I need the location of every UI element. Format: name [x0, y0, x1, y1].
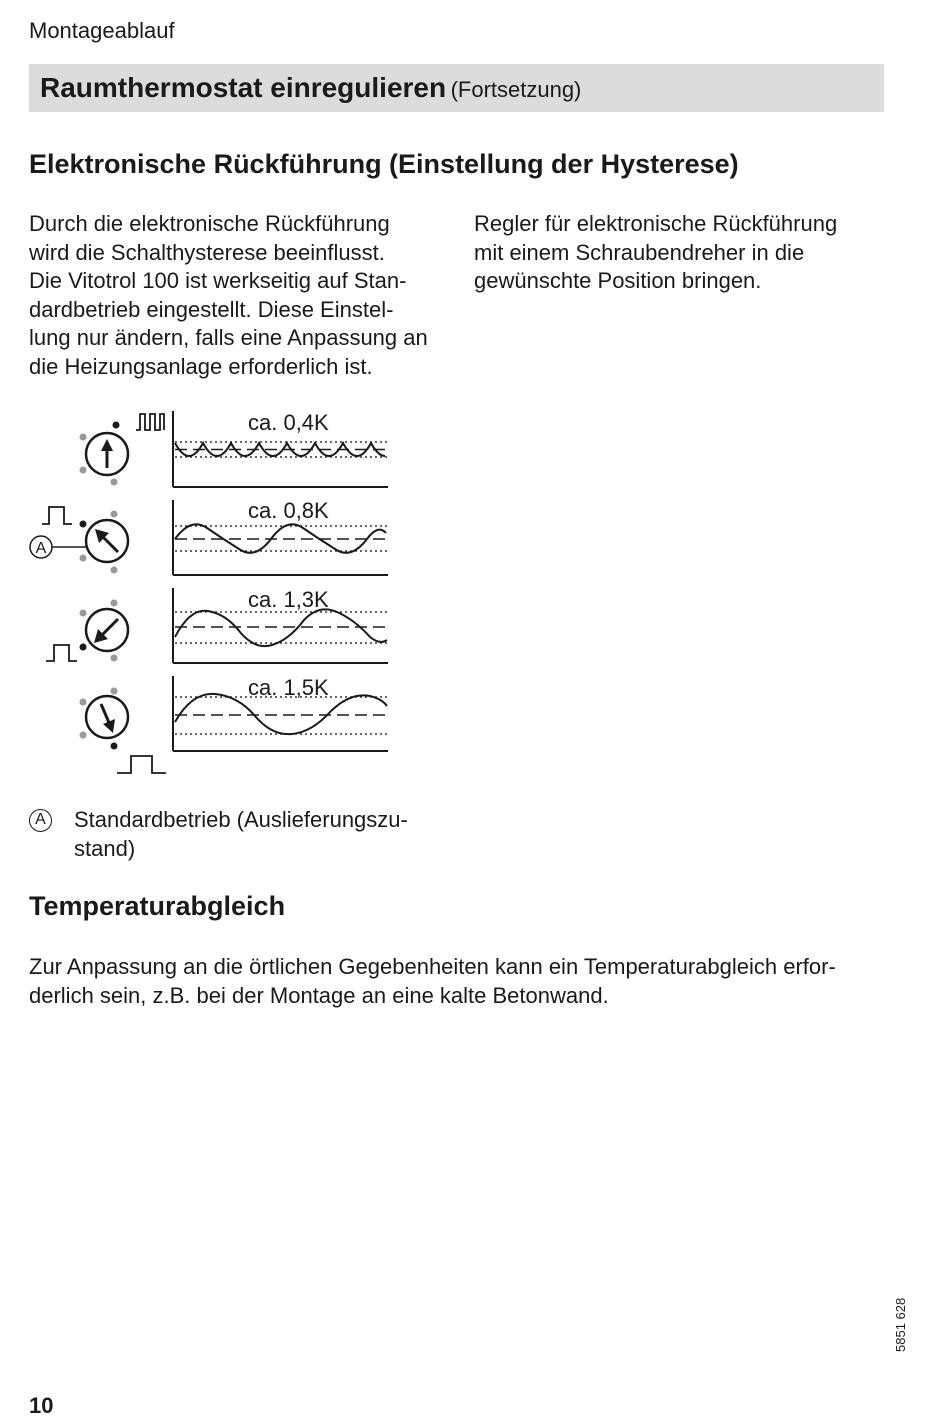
- sine-wave: [175, 524, 386, 552]
- text-line: derlich sein, z.B. bei der Montage an eine kalte Betonwand.: [29, 982, 609, 1008]
- hysteresis-label: ca. 0,4K: [248, 410, 329, 435]
- dial-icon: [80, 688, 129, 750]
- dial-icon: [80, 511, 129, 574]
- dial-icon: [80, 422, 129, 486]
- text-line: stand): [74, 835, 136, 861]
- pulse-icon: [46, 645, 77, 661]
- hysteresis-label: ca. 1,5K: [248, 675, 329, 700]
- setting-row-2: [30, 498, 388, 575]
- instruction-paragraph: [474, 210, 894, 296]
- marker-a: [30, 536, 87, 558]
- sine-wave: [175, 443, 385, 456]
- dial-icon: [80, 600, 129, 662]
- page-title-suffix: (Fortsetzung): [450, 77, 582, 102]
- heading-electronic-feedback: Elektronische Rückführung (Einstellung der Hysterese): [29, 149, 739, 179]
- text-line: die Heizungsanlage erforderlich ist.: [29, 353, 373, 379]
- legend-badge: A: [29, 809, 52, 832]
- text-line: lung nur ändern, falls eine Anpassung an: [29, 325, 428, 350]
- text-line: Zur Anpassung an die örtlichen Gegebenheiten kann ein Temperaturabgleich erfor-: [29, 954, 836, 979]
- hysteresis-diagram: [0, 400, 420, 785]
- text-line: Die Vitotrol 100 ist werkseitig auf Stan-: [29, 268, 407, 293]
- setting-row-3: [46, 587, 388, 663]
- legend-text: [74, 806, 454, 863]
- title-bar: [29, 64, 884, 112]
- text-line: dardbetrieb eingestellt. Diese Einstel-: [29, 296, 394, 322]
- text-line: Durch die elektronische Rückführung: [29, 211, 390, 236]
- marker-a-label: A: [35, 540, 47, 557]
- setting-row-4: [80, 675, 389, 773]
- document-number: 5851 628: [893, 1297, 908, 1352]
- setting-row-1: [80, 410, 389, 487]
- heading-temperature-calibration: Temperaturabgleich: [29, 891, 286, 921]
- text-line: mit einem Schraubendreher in die: [474, 239, 805, 265]
- calibration-paragraph: [29, 953, 899, 1010]
- text-line: Standardbetrieb (Auslieferungszu-: [74, 807, 408, 832]
- text-line: Regler für elektronische Rückführung: [474, 211, 838, 236]
- pulse-icon: [117, 756, 166, 773]
- hysteresis-label: ca. 1,3K: [248, 587, 329, 612]
- text-line: wird die Schalthysterese beeinflusst.: [29, 239, 385, 265]
- hysteresis-label: ca. 0,8K: [248, 498, 329, 523]
- page-number: 10: [29, 1393, 54, 1418]
- intro-paragraph: [29, 210, 459, 381]
- section-label: Montageablauf: [29, 18, 175, 43]
- pulse-icon: [136, 414, 164, 430]
- pulse-icon: [42, 507, 72, 524]
- text-line: gewünschte Position bringen.: [474, 268, 762, 293]
- page-title: Raumthermostat einregulieren: [40, 72, 447, 103]
